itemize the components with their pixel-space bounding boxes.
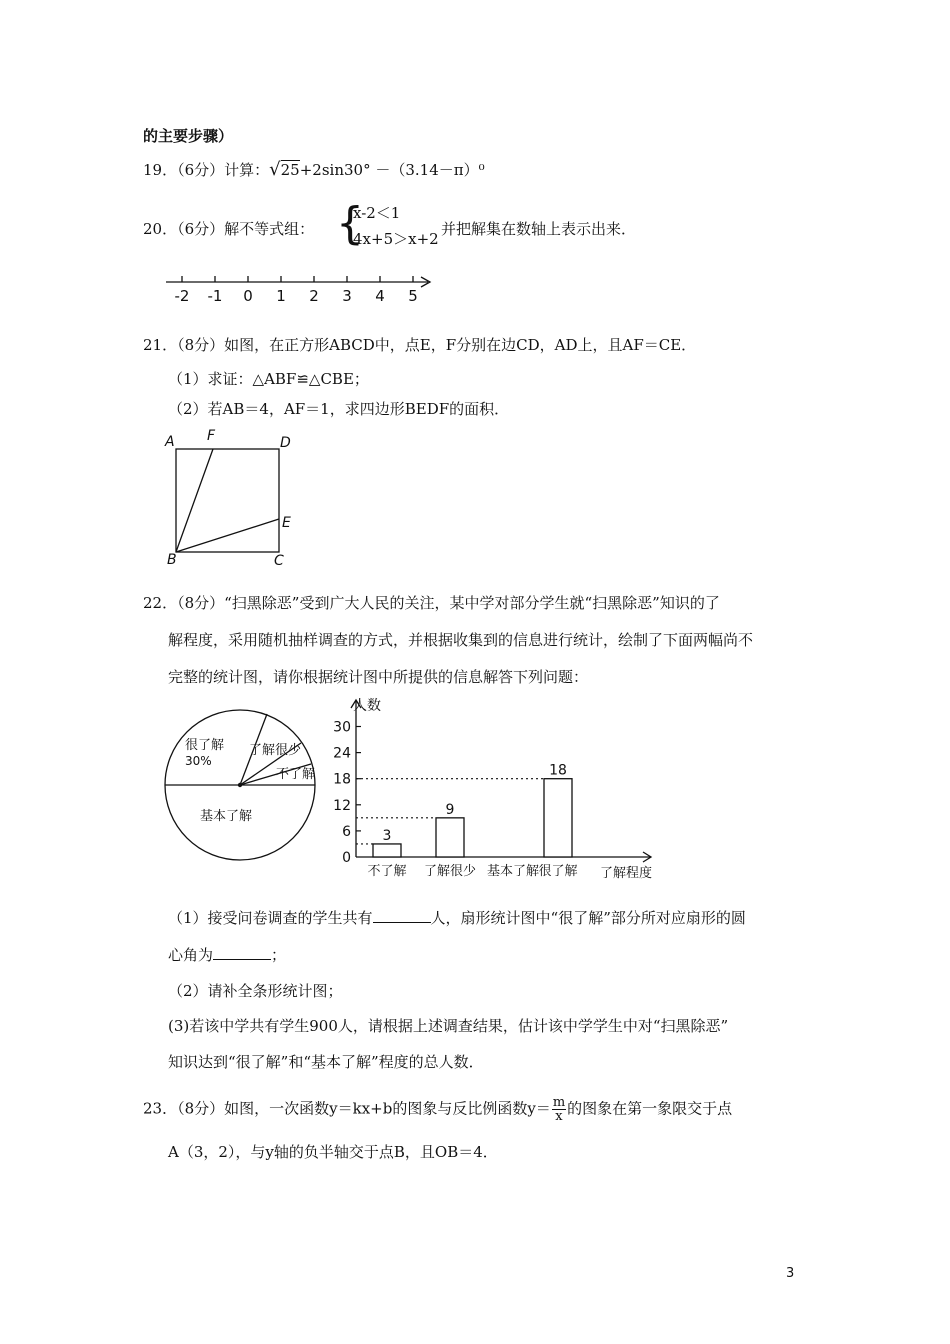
q20-stem [143, 219, 314, 239]
q23-line2: A（3，2），与y轴的负半轴交于点B，且OB＝4． [168, 1143, 498, 1161]
axis-tick-label: 2 [309, 287, 319, 305]
q22-part1-cont [168, 945, 286, 965]
bar-x-label: 了解程度 [600, 866, 653, 881]
y-tick-label: 24 [333, 745, 351, 762]
blank-angle[interactable] [213, 945, 271, 960]
q23-text-a: 如图，一次函数y＝kx+b的图象与反比例函数y＝ [224, 1099, 551, 1118]
pie-label-little: 了解很少 [249, 743, 302, 758]
pie-label-very-well: 很了解 [185, 738, 225, 753]
number-line [160, 270, 440, 310]
square-figure [163, 428, 303, 568]
x-tick-label: 基本了解 [486, 864, 540, 879]
q20-text: 解不等式组： [224, 220, 315, 238]
q22-part3a: (3)若该中学共有学生900人，请根据上述调查结果，估计该中学学生中对“扫黑除恶” [168, 1017, 729, 1035]
axis-tick-label: 1 [276, 287, 286, 305]
pie-label-basic: 基本了解 [200, 809, 253, 824]
q23-score: （8分） [177, 1099, 225, 1118]
q19-score: （6分） [177, 161, 225, 179]
x-tick-label: 不了解 [367, 864, 407, 879]
pie-chart [163, 707, 323, 867]
sqrt-sign: √ [269, 159, 281, 180]
x-tick-label: 了解很少 [423, 864, 477, 879]
bar [544, 779, 572, 857]
q20-ineq1: x-2＜1 [353, 204, 401, 222]
axis-tick-label: 5 [408, 287, 418, 305]
label-C: C [274, 553, 284, 569]
q19 [143, 160, 485, 180]
axis-tick-label: 0 [243, 287, 253, 305]
q21-part1: （1）求证：△ABF≌△CBE； [168, 370, 369, 388]
axis-tick-label: -1 [207, 287, 223, 305]
label-B: B [167, 552, 177, 568]
brace: { [336, 198, 364, 249]
y-tick-label: 6 [342, 823, 351, 840]
frac-num: m [552, 1095, 566, 1110]
y-tick-label: 30 [333, 719, 351, 736]
q22-p1c: 心角为 [168, 946, 214, 964]
frac-den: x [555, 1109, 563, 1124]
y-tick-label: 0 [342, 850, 351, 866]
q20-after: 并把解集在数轴上表示出来． [441, 220, 637, 238]
y-tick-label: 18 [333, 771, 351, 788]
axis-tick-label: -2 [174, 287, 190, 305]
q21-number: 21． [143, 336, 178, 354]
label-D: D [280, 435, 291, 451]
axis-tick-label: 4 [375, 287, 385, 305]
q19-number: 19． [143, 161, 178, 179]
pie-label-none: 不了解 [276, 767, 316, 782]
q20-number: 20． [143, 220, 178, 238]
label-E: E [282, 515, 291, 531]
q20-ineq2: 4x+5＞x+2 [353, 230, 439, 248]
label-F: F [207, 428, 216, 444]
q22-number: 22． [143, 594, 178, 612]
q22-part3b: 知识达到“很了解”和“基本了解”程度的总人数． [168, 1053, 484, 1071]
continued-text: 的主要步骤） [143, 127, 234, 145]
q21-stem [143, 335, 696, 355]
q23-number: 23． [143, 1099, 178, 1118]
page-number: 3 [786, 1266, 795, 1281]
bar-y-label: 人数 [353, 698, 381, 714]
q21-score: （8分） [177, 336, 225, 354]
q22-part1 [168, 908, 746, 928]
q22-p1a: （1）接受问卷调查的学生共有 [168, 909, 373, 927]
bar-value-label: 9 [445, 801, 455, 818]
y-tick-label: 12 [333, 797, 351, 814]
q22-part2: （2）请补全条形统计图； [168, 982, 343, 1000]
q22-line1 [143, 593, 720, 613]
q21-text: 如图，在正方形ABCD中，点E，F分别在边CD，AD上，且AF＝CE． [224, 336, 697, 354]
q19-text: 计算： [224, 161, 270, 179]
q23-line1 [143, 1096, 732, 1123]
q20-score: （6分） [177, 220, 225, 238]
bar [436, 818, 464, 857]
bar [373, 844, 401, 857]
x-tick-label: 很了解 [538, 864, 578, 879]
q22-text-1: “扫黑除恶”受到广大人民的关注，某中学对部分学生就“扫黑除恶”知识的了 [224, 594, 720, 612]
bar-value-label: 18 [549, 762, 567, 779]
q22-p1b: 人，扇形统计图中“很了解”部分所对应扇形的圆 [430, 909, 746, 927]
bar-chart [333, 696, 673, 881]
q22-score: （8分） [177, 594, 225, 612]
axis-tick-label: 3 [342, 287, 352, 305]
blank-total[interactable] [373, 908, 431, 923]
fraction-m-over-x [552, 1096, 566, 1123]
q21-part2: （2）若AB＝4，AF＝1，求四边形BEDF的面积． [168, 400, 510, 418]
bar-value-label: 3 [382, 827, 392, 844]
q23-text-b: 的图象在第一象限交于点 [567, 1099, 733, 1118]
q22-line3: 完整的统计图，请你根据统计图中所提供的信息解答下列问题： [168, 668, 589, 686]
q22-line2: 解程度，采用随机抽样调查的方式，并根据收集到的信息进行统计，绘制了下面两幅尚不 [168, 631, 754, 649]
label-A: A [165, 434, 175, 450]
q19-rest: +2sin30° －（3.14－π）⁰ [299, 161, 485, 179]
q22-p1d: ； [271, 946, 287, 964]
q19-radicand: 25 [280, 161, 300, 179]
pie-label-very-well-pct: 30% [185, 754, 212, 768]
